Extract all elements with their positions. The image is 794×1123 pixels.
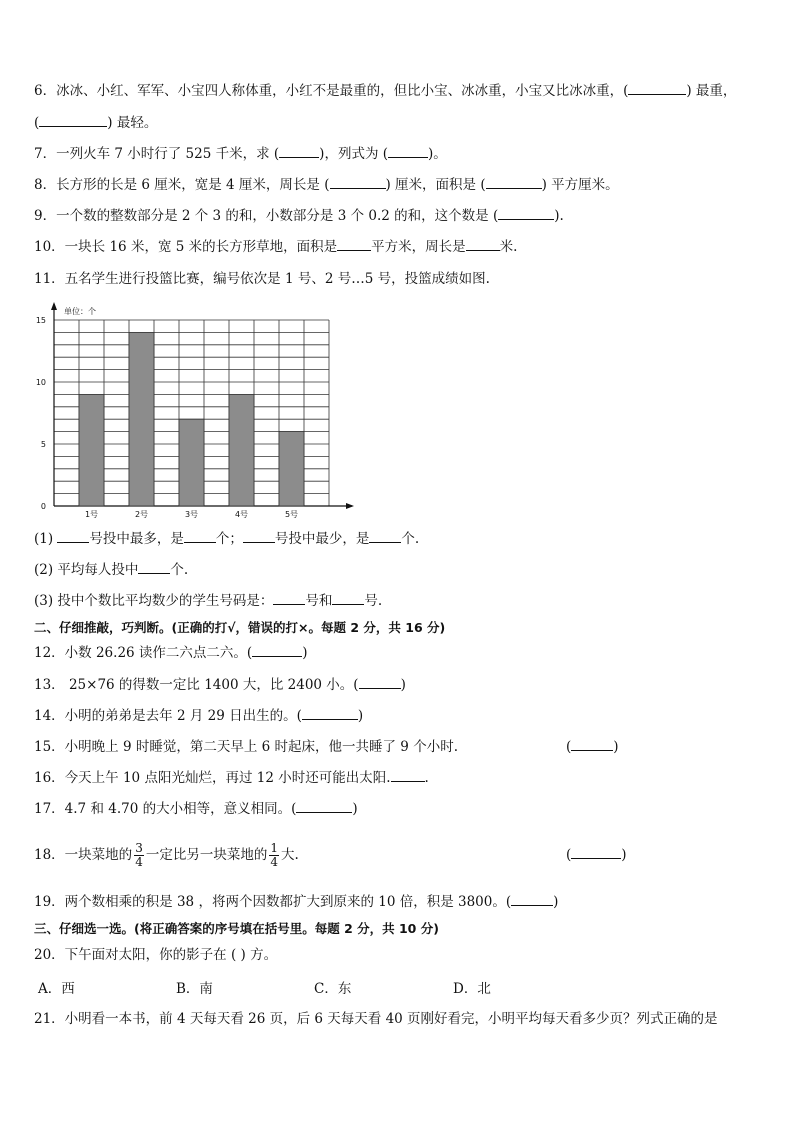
question-15-bracket: ( ) bbox=[566, 739, 619, 755]
answer-blank bbox=[296, 800, 352, 813]
question-11: 11．五名学生进行投篮比赛，编号依次是 1 号、2 号…5 号，投篮成绩如图. bbox=[34, 271, 490, 287]
question-15: 15．小明晚上 9 时睡觉，第二天早上 6 时起床，他一共睡了 9 个小时. bbox=[34, 739, 458, 755]
answer-blank bbox=[39, 114, 107, 127]
x-axis-arrow bbox=[346, 503, 354, 509]
question-9: 9．一个数的整数部分是 2 个 3 的和，小数部分是 3 个 0.2 的和，这个数是 ( ). bbox=[34, 208, 564, 224]
bar bbox=[79, 394, 104, 506]
answer-blank bbox=[391, 769, 425, 782]
question-6-line1: 6．冰冰、小红、军军、小宝四人称体重，小红不是最重的，但比小宝、冰冰重，小宝又比冰冰重，( ) 最重， bbox=[34, 83, 737, 99]
y-tick-label: 15 bbox=[35, 316, 46, 325]
answer-blank bbox=[359, 676, 401, 689]
answer-blank bbox=[498, 207, 554, 220]
question-11-sub2: (2) 平均每人投中 个. bbox=[34, 562, 189, 578]
answer-blank bbox=[330, 176, 386, 189]
option-d: D．北 bbox=[453, 981, 491, 997]
answer-blank bbox=[571, 738, 613, 751]
answer-blank bbox=[511, 893, 553, 906]
question-18-bracket: ( ) bbox=[566, 847, 627, 863]
fraction-three-quarters: $\frac{3}{4}$ bbox=[135, 841, 143, 869]
x-tick-label: 5号 bbox=[284, 510, 299, 519]
question-17: 17．4.7 和 4.70 的大小相等，意义相同。( ) bbox=[34, 801, 358, 817]
x-tick-label: 4号 bbox=[234, 510, 249, 519]
bar bbox=[229, 394, 254, 506]
fraction-one-quarter: $\frac{1}{4}$ bbox=[270, 841, 278, 869]
bar-chart bbox=[34, 300, 364, 525]
answer-blank bbox=[628, 82, 686, 95]
question-7: 7．一列火车 7 小时行了 525 千米，求 ( )，列式为 ( )。 bbox=[34, 146, 447, 162]
answer-blank bbox=[273, 592, 305, 605]
y-tick-label: 10 bbox=[35, 378, 46, 387]
y-tick-label: 5 bbox=[40, 440, 46, 449]
option-b: B．南 bbox=[176, 981, 213, 997]
answer-blank bbox=[279, 145, 319, 158]
y-axis-arrow bbox=[51, 302, 57, 310]
question-8: 8．长方形的长是 6 厘米，宽是 4 厘米，周长是 ( ) 厘米，面积是 ( ) 平方厘米。 bbox=[34, 177, 619, 193]
answer-blank bbox=[571, 846, 621, 859]
question-12: 12．小数 26.26 读作二六点二六。( ) bbox=[34, 645, 308, 661]
answer-blank bbox=[252, 644, 302, 657]
answer-blank bbox=[369, 530, 401, 543]
bar bbox=[279, 432, 304, 506]
answer-blank bbox=[466, 238, 500, 251]
answer-blank bbox=[486, 176, 542, 189]
option-a: A．西 bbox=[38, 981, 75, 997]
x-tick-label: 2号 bbox=[134, 510, 149, 519]
unit-label: 单位：个 bbox=[64, 307, 96, 316]
question-19: 19．两个数相乘的积是 38 ，将两个因数都扩大到原来的 10 倍，积是 3800。( ) bbox=[34, 894, 559, 910]
x-tick-label: 1号 bbox=[84, 510, 99, 519]
answer-blank bbox=[57, 530, 89, 543]
question-14: 14．小明的弟弟是去年 2 月 29 日出生的。( ) bbox=[34, 708, 364, 724]
section-3-heading: 三、仔细选一选。(将正确答案的序号填在括号里。每题 2 分，共 10 分) bbox=[34, 921, 439, 936]
answer-blank bbox=[388, 145, 428, 158]
bar bbox=[129, 332, 154, 506]
bar bbox=[179, 419, 204, 506]
question-13: 13． 25×76 的得数一定比 1400 大，比 2400 小。( ) bbox=[34, 677, 406, 693]
answer-blank bbox=[302, 707, 358, 720]
section-2-heading: 二、仔细推敲，巧判断。(正确的打√，错误的打×。每题 2 分，共 16 分) bbox=[34, 620, 446, 635]
x-tick-label: 3号 bbox=[184, 510, 199, 519]
question-20: 20．下午面对太阳，你的影子在 ( ) 方。 bbox=[34, 947, 278, 963]
question-11-sub1: (1) 号投中最多，是 个； 号投中最少，是 个. bbox=[34, 531, 420, 547]
question-21: 21．小明看一本书，前 4 天每天看 26 页，后 6 天每天看 40 页刚好看完，小明平均每天看多少页？列式正确的是 bbox=[34, 1011, 718, 1027]
option-c: C．东 bbox=[314, 981, 352, 997]
answer-blank bbox=[184, 530, 216, 543]
answer-blank bbox=[332, 592, 364, 605]
answer-blank bbox=[138, 561, 170, 574]
y-tick-label: 0 bbox=[40, 502, 46, 511]
answer-blank bbox=[337, 238, 371, 251]
question-18: 18．一块菜地的 $\frac{3}{4}$ 一定比另一块菜地的 $\frac{1}{4}$ 大. bbox=[34, 841, 299, 869]
answer-blank bbox=[243, 530, 275, 543]
question-11-sub3: (3) 投中个数比平均数少的学生号码是： 号和 号. bbox=[34, 593, 383, 609]
question-6-line2: ( ) 最轻。 bbox=[34, 115, 158, 131]
question-16: 16．今天上午 10 点阳光灿烂，再过 12 小时还可能出太阳. . bbox=[34, 770, 429, 786]
question-10: 10．一块长 16 米，宽 5 米的长方形草地，面积是 平方米，周长是 米. bbox=[34, 239, 518, 255]
